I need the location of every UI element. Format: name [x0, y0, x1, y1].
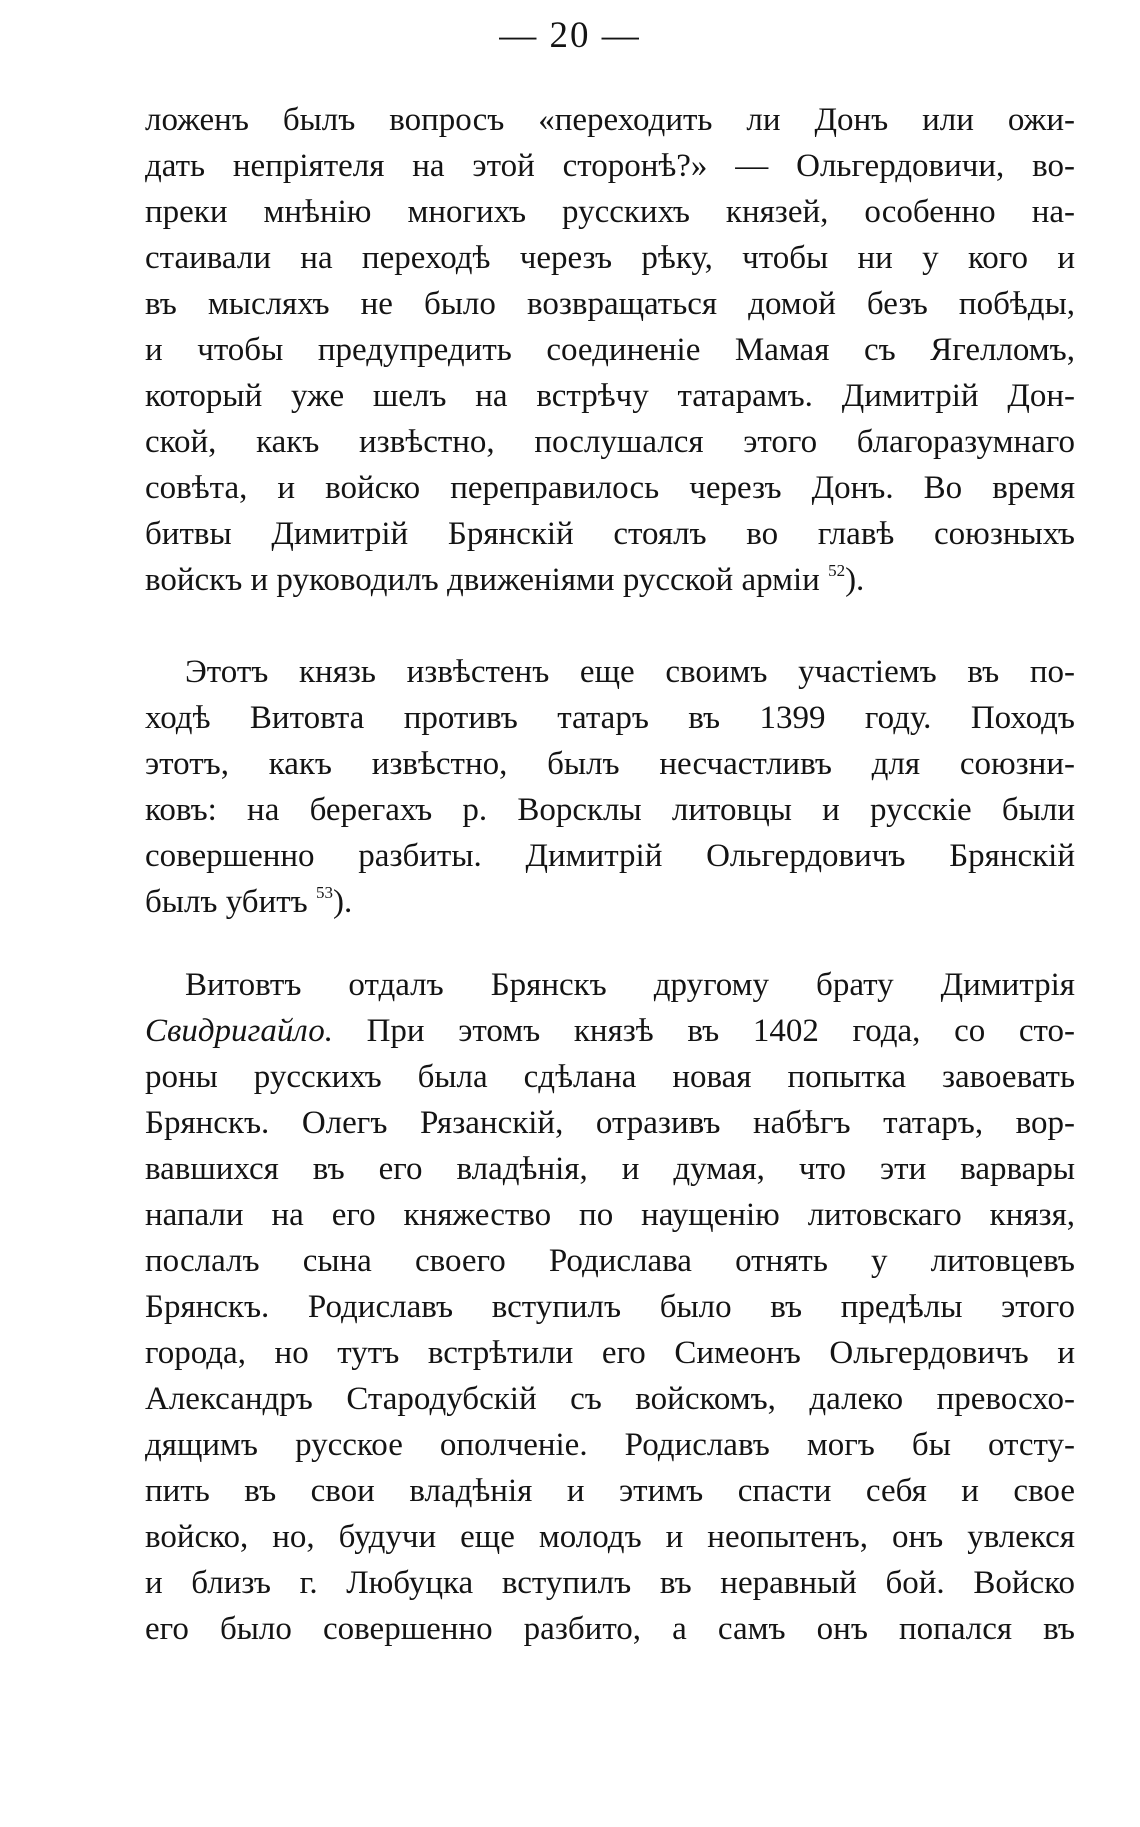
- text-line: [145, 1008, 1075, 1054]
- text-line: послалъ сына своего Родислава отнять у литовцевъ: [145, 1243, 1075, 1279]
- text-line: дящимъ русское ополченіе. Родиславъ могъ бы отсту-: [145, 1427, 1075, 1463]
- text-line: и близъ г. Любуцка вступилъ въ неравный бой. Войско: [145, 1565, 1075, 1601]
- text-line-last: [145, 557, 1075, 603]
- text-line: войско, но, будучи еще молодъ и неопытенъ, онъ увлекся: [145, 1519, 1075, 1555]
- text-line: Брянскъ. Родиславъ вступилъ было въ предѣлы этого: [145, 1289, 1075, 1325]
- text-line: Брянскъ. Олегъ Рязанскій, отразивъ набѣгъ татаръ, вор-: [145, 1105, 1075, 1141]
- text-line: преки мнѣнію многихъ русскихъ князей, особенно на-: [145, 194, 1075, 230]
- footnote-ref[interactable]: 53: [316, 883, 333, 902]
- text-line: стаивали на переходѣ черезъ рѣку, чтобы ни у кого и: [145, 240, 1075, 276]
- text-line: ской, какъ извѣстно, послушался этого благоразумнаго: [145, 424, 1075, 460]
- text-line: этотъ, какъ извѣстно, былъ несчастливъ для союзни-: [145, 746, 1075, 782]
- text-line: битвы Димитрій Брянскій стоялъ во главѣ союзныхъ: [145, 516, 1075, 552]
- text-line: и чтобы предупредить соединеніе Мамая съ Ягелломъ,: [145, 332, 1075, 368]
- text-line: пить въ свои владѣнія и этимъ спасти себя и свое: [145, 1473, 1075, 1509]
- text-line: совершенно разбиты. Димитрій Ольгердовичъ Брянскій: [145, 838, 1075, 874]
- text-span: ).: [845, 562, 865, 598]
- text-span: При этомъ князѣ въ 1402 года, со сто-: [332, 1013, 1075, 1049]
- text-line: Этотъ князь извѣстенъ еще своимъ участіемъ въ по-: [185, 654, 1075, 690]
- text-line: ковъ: на берегахъ р. Ворсклы литовцы и русскіе были: [145, 792, 1075, 828]
- italic-name: Свидригайло.: [145, 1013, 333, 1049]
- text-line-last: [145, 879, 1075, 925]
- paragraph-2: [145, 649, 1075, 925]
- text-line: ходѣ Витовта противъ татаръ въ 1399 году. Походъ: [145, 700, 1075, 736]
- text-line: совѣта, и войско переправилось черезъ Донъ. Во время: [145, 470, 1075, 506]
- text-span: ).: [333, 884, 353, 920]
- paragraph-3: [145, 962, 1075, 1652]
- text-line: который уже шелъ на встрѣчу татарамъ. Димитрій Дон-: [145, 378, 1075, 414]
- text-span: былъ убитъ: [145, 884, 316, 920]
- text-line: ложенъ былъ вопросъ «переходить ли Донъ или ожи-: [145, 102, 1075, 138]
- text-line: вавшихся въ его владѣнія, и думая, что эти варвары: [145, 1151, 1075, 1187]
- text-line: его было совершенно разбито, а самъ онъ попался въ: [145, 1611, 1075, 1647]
- paragraph-1: [145, 97, 1075, 603]
- text-line: Александръ Стародубскій съ войскомъ, далеко превосхо-: [145, 1381, 1075, 1417]
- text-line: роны русскихъ была сдѣлана новая попытка завоевать: [145, 1059, 1075, 1095]
- text-span: войскъ и руководилъ движеніями русской арміи: [145, 562, 829, 598]
- text-line: Витовтъ отдалъ Брянскъ другому брату Димитрія: [185, 967, 1075, 1003]
- text-line: города, но тутъ встрѣтили его Симеонъ Ольгердовичъ и: [145, 1335, 1075, 1371]
- text-line: дать непріятеля на этой сторонѣ?» — Ольгердовичи, во-: [145, 148, 1075, 184]
- footnote-ref[interactable]: 52: [828, 561, 846, 580]
- text-line: напали на его княжество по наущенію литовскаго князя,: [145, 1197, 1075, 1233]
- text-line: въ мысляхъ не было возвращаться домой безъ побѣды,: [145, 286, 1075, 322]
- page-number: — 20 —: [499, 15, 641, 56]
